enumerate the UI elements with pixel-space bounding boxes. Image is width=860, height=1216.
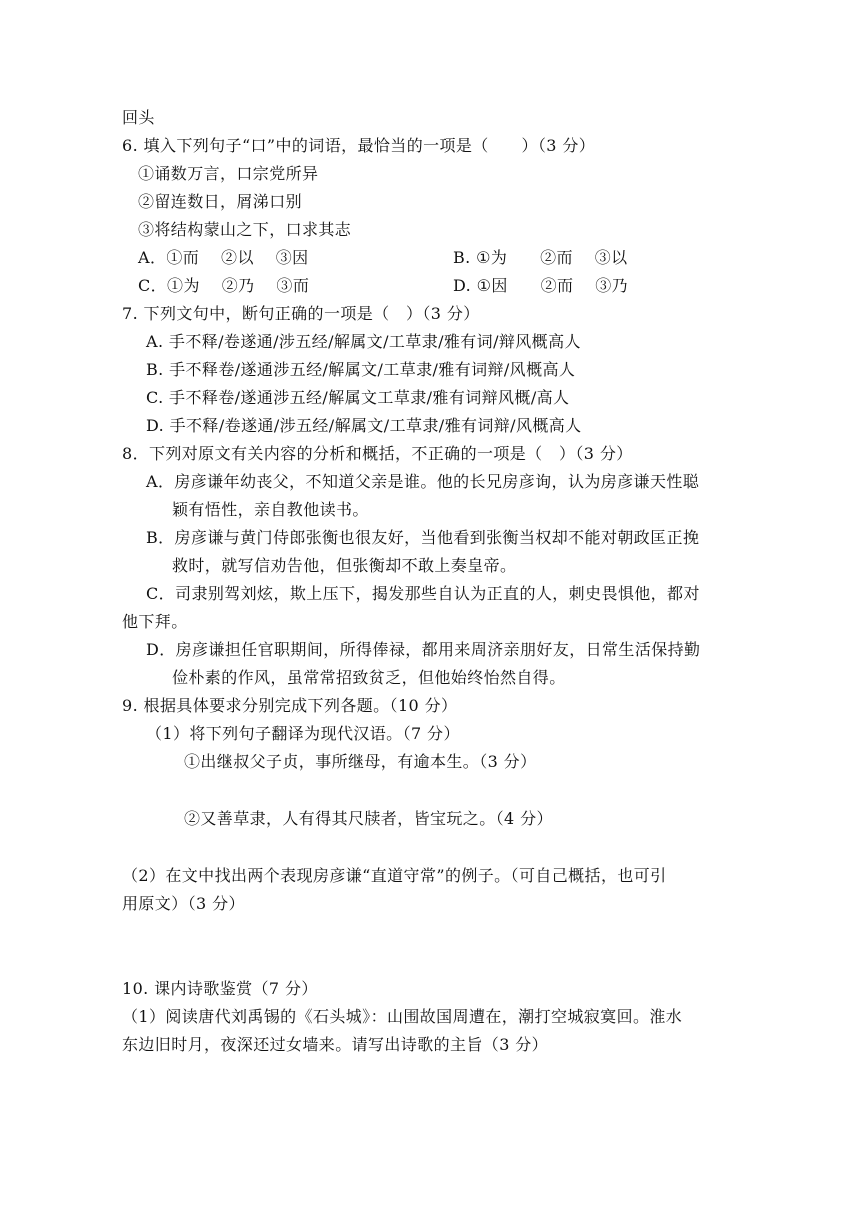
question-9-part-1-sentence-b: ②又善草隶，人有得其尺牍者，皆宝玩之。（4 分） <box>184 809 553 828</box>
question-8-option-d-line-1: D．房彦谦担任官职期间，所得俸禄，都用来周济亲朋好友，日常生活保持勤 <box>146 640 701 659</box>
question-8-option-d-line-2: 俭朴素的作风，虽常常招致贫乏，但他始终怡然自得。 <box>172 668 566 687</box>
question-8-option-a-line-1: A．房彦谦年幼丧父，不知道父亲是谁。他的长兄房彦询，认为房彦谦天性聪 <box>146 472 700 491</box>
question-8-option-b-line-1: B．房彦谦与黄门侍郎张衡也很友好，当他看到张衡当权却不能对朝政匡正挽 <box>146 528 700 547</box>
question-8-option-c-line-2: 他下拜。 <box>122 612 188 631</box>
question-8-option-a-line-2: 颖有悟性，亲自教他读书。 <box>172 500 369 519</box>
question-6-option-c: C．①为 ②乃 ③而 <box>138 276 310 295</box>
question-9-part-2-line-1: （2）在文中找出两个表现房彦谦“直道守常”的例子。（可自己概括，也可引 <box>122 866 667 885</box>
question-7-option-c: C. 手不释卷/遂通涉五经/解属文工草隶/雅有词辩风概/高人 <box>146 388 570 407</box>
question-6-sentence-3: ③将结构蒙山之下，口求其志 <box>138 220 352 239</box>
question-6-sentence-1: ①诵数万言，口宗党所异 <box>138 164 319 183</box>
question-10-stem: 10. 课内诗歌鉴赏（7 分） <box>122 979 318 998</box>
question-8-option-b-line-2: 救时，就写信劝告他，但张衡却不敢上奏皇帝。 <box>172 556 517 575</box>
question-8-option-c-line-1: C．司隶别驾刘炫，欺上压下，揭发那些自认为正直的人，刺史畏惧他，都对 <box>146 584 700 603</box>
question-6-sentence-2: ②留连数日，屑涕口别 <box>138 192 303 211</box>
question-8-stem: 8．下列对原文有关内容的分析和概括，不正确的一项是（ ）（3 分） <box>122 444 633 463</box>
question-7-stem: 7. 下列文句中，断句正确的一项是（ ）（3 分） <box>122 304 480 323</box>
question-6-option-b: B. ①为 ②而 ③以 <box>453 248 628 267</box>
question-7-option-b: B. 手不释卷/遂通涉五经/解属文/工草隶/雅有词辩/风概高人 <box>146 360 576 379</box>
question-7-option-d: D. 手不释/卷遂通/涉五经/解属文/工草隶/雅有词辩/风概高人 <box>146 416 582 435</box>
question-9-part-2-line-2: 用原文）（3 分） <box>122 894 245 913</box>
question-7-option-a: A. 手不释/卷遂通/涉五经/解属文/工草隶/雅有词/辩风概高人 <box>146 332 581 351</box>
question-10-part-1-line-1: （1）阅读唐代刘禹锡的《石头城》：山围故国周遭在，潮打空城寂寞回。淮水 <box>122 1007 683 1026</box>
question-10-part-1-line-2: 东边旧时月，夜深还过女墙来。请写出诗歌的主旨（3 分） <box>122 1035 549 1054</box>
question-6-stem: 6. 填入下列句子“口”中的词语，最恰当的一项是（ ）（3 分） <box>122 136 596 155</box>
page-continuation: 回头 <box>122 108 155 127</box>
question-6-option-d: D. ①因 ②而 ③乃 <box>453 276 629 295</box>
question-9-stem: 9. 根据具体要求分别完成下列各题。（10 分） <box>122 696 458 715</box>
question-6-option-a: A．①而 ②以 ③因 <box>138 248 309 267</box>
question-9-part-1: （1）将下列句子翻译为现代汉语。（7 分） <box>146 724 460 743</box>
question-9-part-1-sentence-a: ①出继叔父子贞，事所继母，有逾本生。（3 分） <box>184 752 537 771</box>
